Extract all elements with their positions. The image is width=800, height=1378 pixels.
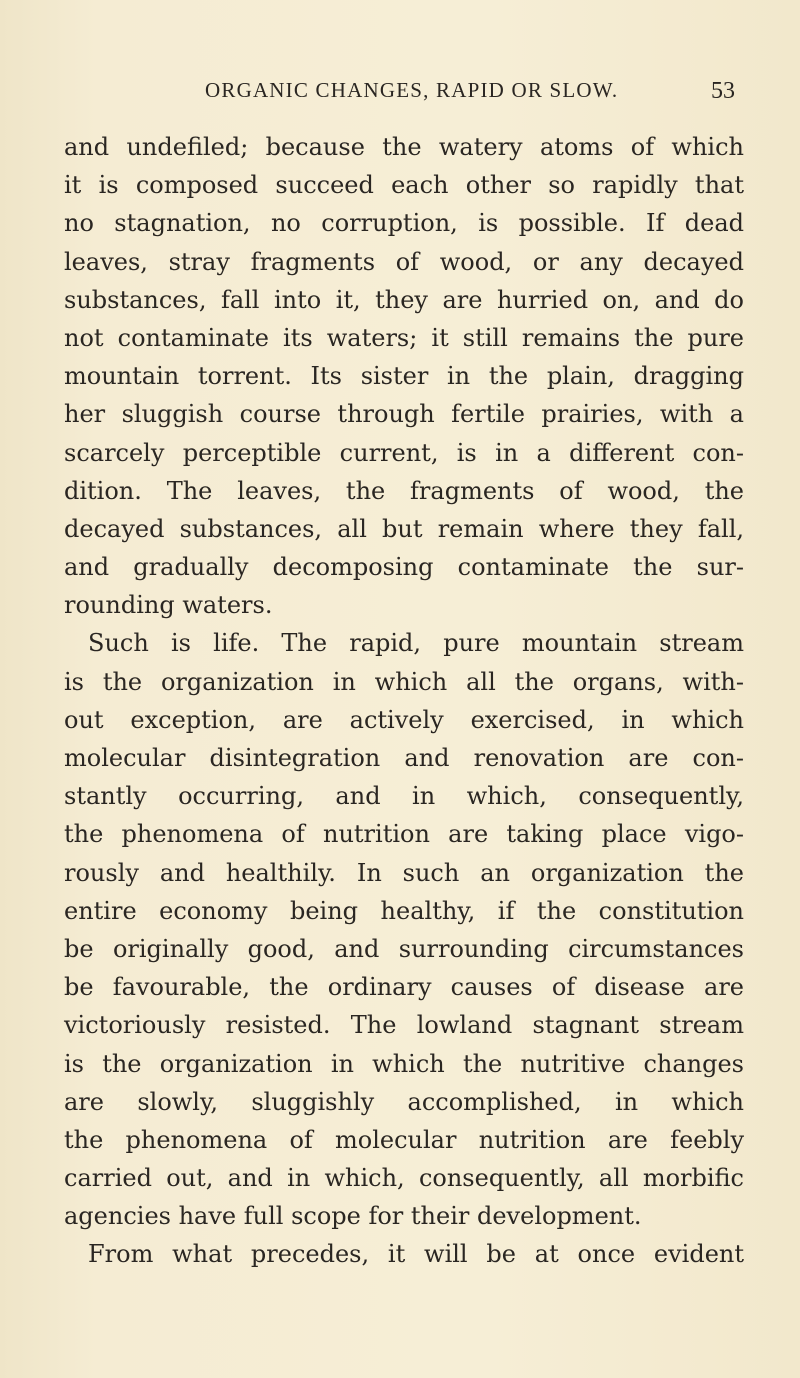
text-line: and gradually decomposing contaminate the sur- (64, 553, 744, 582)
text-line: dition. The leaves, the fragments of wood, the (64, 476, 744, 505)
text-line: be originally good, and surrounding circumstances (64, 934, 744, 963)
text-line: and undefiled; because the watery atoms of which (64, 133, 744, 161)
text-line: carried out, and in which, consequently, all morbific (64, 1164, 744, 1193)
text-line: no stagnation, no corruption, is possible. If dead (64, 209, 744, 238)
text-line: rously and healthily. In such an organization the (64, 858, 744, 887)
text-line: entire economy being healthy, if the constitution (64, 896, 744, 925)
page-header (205, 78, 735, 112)
text-line: her sluggish course through fertile prairies, with a (64, 400, 744, 429)
text-line: are slowly, sluggishly accomplished, in which (64, 1087, 744, 1116)
text-line: be favourable, the ordinary causes of disease are (64, 973, 744, 1002)
text-line: leaves, stray fragments of wood, or any decayed (64, 247, 744, 276)
text-line: it is composed succeed each other so rapidly that (64, 171, 744, 200)
text-line: agencies have full scope for their development. (64, 1202, 642, 1231)
text-line: is the organization in which all the organs, with- (64, 667, 744, 696)
text-line: rounding waters. (64, 591, 273, 620)
text-line: molecular disintegration and renovation are con- (64, 744, 744, 772)
text-line: the phenomena of nutrition are taking place vigo- (64, 820, 744, 849)
text-line: decayed substances, all but remain where they fall, (64, 514, 744, 543)
text-line: the phenomena of molecular nutrition are feebly (64, 1125, 744, 1154)
text-line: Such is life. The rapid, pure mountain stream (88, 629, 744, 658)
running-head: ORGANIC CHANGES, RAPID OR SLOW. (205, 78, 619, 102)
text-line: is the organization in which the nutritive changes (64, 1049, 744, 1078)
text-line: not contaminate its waters; it still remains the pure (64, 323, 744, 352)
text-line: scarcely perceptible current, is in a different con- (64, 438, 744, 467)
text-line: out exception, are actively exercised, in which (64, 705, 744, 734)
page-number: 53 (711, 78, 735, 104)
body-text (64, 128, 744, 1274)
text-line: victoriously resisted. The lowland stagnant stream (64, 1011, 744, 1040)
text-line: stantly occurring, and in which, consequently, (64, 782, 744, 811)
text-line: mountain torrent. Its sister in the plain, dragging (64, 362, 744, 391)
text-line: substances, fall into it, they are hurried on, and do (64, 285, 744, 314)
text-line: From what precedes, it will be at once evident (88, 1240, 744, 1269)
